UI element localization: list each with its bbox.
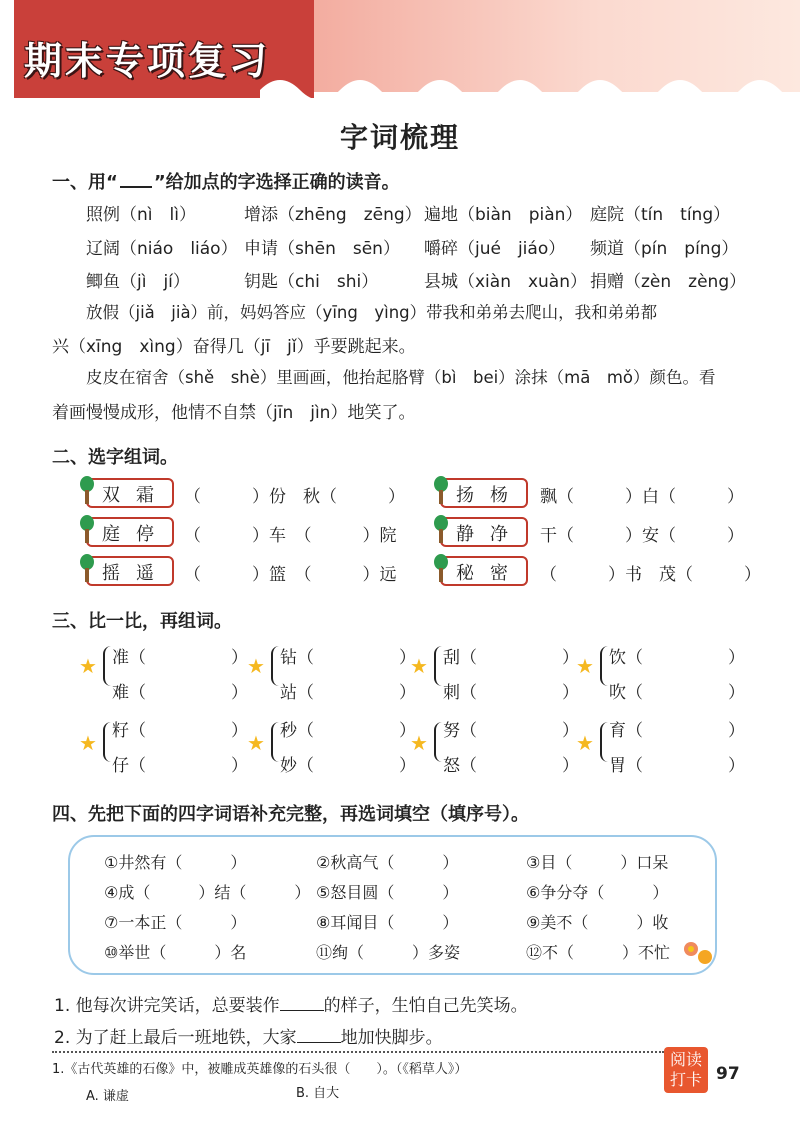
compare-item: 籽（ ）	[112, 721, 248, 741]
compare-item: 站（ ）	[280, 683, 416, 703]
idiom-item: ①井然有（ ）	[104, 853, 247, 872]
footer-divider	[52, 1051, 664, 1053]
paragraph-2-line-1: 皮皮在宿舍（shě shè）里画画，他抬起胳臂（bì bei）涂抹（mā mǒ）颜色。看	[86, 368, 716, 387]
idiom-item: ③目（ ）口呆	[526, 853, 669, 872]
idiom-item: ⑫不（ ）不忙	[526, 943, 671, 962]
word-choice-text: 双霜	[102, 485, 170, 506]
idiom-item: ⑤怒目圆（ ）	[316, 883, 459, 902]
word-choice-box	[440, 517, 528, 547]
compare-item: 钻（ ）	[280, 648, 416, 668]
section-1-heading-pre: 一、用“	[52, 172, 118, 193]
paragraph-1-line-2: 兴（xīng xìng）奋得几（jī jǐ）乎要跳起来。	[52, 337, 416, 357]
footer-note: 1.《古代英雄的石像》中，被雕成英雄像的石头很（ ）。（《稻草人》）	[52, 1062, 468, 1077]
word-fill-blanks: （ ）篮 （ ）远	[184, 565, 397, 585]
compare-item: 刮（ ）	[443, 648, 579, 668]
section-4-heading: 四、先把下面的四字词语补充完整，再选词填空（填序号）。	[52, 804, 529, 825]
compare-item: 饮（ ）	[609, 648, 745, 668]
word-choice-box	[86, 556, 174, 586]
tree-trunk	[85, 568, 89, 582]
compare-item: 难（ ）	[112, 683, 248, 703]
paragraph-2-line-2: 着画慢慢成形，他情不自禁（jīn jìn）地笑了。	[52, 403, 416, 423]
word-fill-blanks: 干（ ）安（ ）	[540, 526, 744, 546]
idiom-item: ⑪绚（ ）多姿	[316, 943, 461, 962]
reading-checkin-badge	[664, 1047, 708, 1093]
tree-trunk	[439, 529, 443, 543]
word-choice-box	[440, 478, 528, 508]
pinyin-item: 钥匙（chi shi）	[244, 272, 379, 292]
idiom-item: ②秋高气（ ）	[316, 853, 459, 872]
header-banner	[0, 0, 800, 100]
answer-blank	[280, 1010, 324, 1011]
compare-item: 吹（ ）	[609, 683, 745, 703]
compare-item: 仔（ ）	[112, 756, 248, 776]
pinyin-item: 申请（shēn sēn）	[244, 239, 400, 259]
question-2-post: 地加快脚步。	[340, 1028, 443, 1048]
badge-line-1: 阅读	[669, 1050, 702, 1069]
tree-trunk	[439, 490, 443, 504]
idiom-item: ⑦一本正（ ）	[104, 913, 247, 932]
star-icon: ★	[79, 731, 97, 755]
word-fill-blanks: （ ）书 茂（ ）	[540, 565, 761, 585]
tree-trunk	[85, 529, 89, 543]
badge-line-2: 打卡	[669, 1070, 702, 1089]
banner-title: 期末专项复习	[24, 39, 271, 83]
star-icon: ★	[410, 654, 428, 678]
footer-option-a: A. 谦虚	[86, 1089, 129, 1104]
fill-question-1	[54, 991, 528, 1016]
section-1-heading-post: ”给加点的字选择正确的读音。	[153, 172, 400, 193]
star-icon: ★	[576, 654, 594, 678]
pinyin-item: 遍地（biàn piàn）	[424, 205, 583, 225]
banner-wave-edge	[260, 70, 800, 100]
word-choice-box	[86, 517, 174, 547]
compare-item: 胃（ ）	[609, 756, 745, 776]
word-fill-blanks: （ ）车 （ ）院	[184, 526, 397, 546]
compare-item: 刺（ ）	[443, 683, 579, 703]
word-choice-box	[86, 478, 174, 508]
pinyin-item: 捐赠（zèn zèng）	[590, 272, 747, 292]
pinyin-item: 频道（pín píng）	[590, 239, 739, 259]
compare-item: 妙（ ）	[280, 756, 416, 776]
tree-trunk	[439, 568, 443, 582]
page-number: 97	[716, 1064, 740, 1084]
section-1-heading	[52, 168, 400, 194]
pinyin-item: 鲫鱼（jì jí）	[86, 272, 190, 292]
question-1-pre: 1. 他每次讲完笑话，总要装作	[54, 996, 280, 1016]
page-title: 字词梳理	[339, 121, 460, 154]
star-icon: ★	[247, 731, 265, 755]
pinyin-item: 庭院（tín tíng）	[590, 205, 731, 225]
star-icon: ★	[79, 654, 97, 678]
heading-blank-example	[120, 186, 152, 188]
idiom-item: ⑧耳闻目（ ）	[316, 913, 459, 932]
word-choice-text: 扬杨	[456, 485, 524, 506]
compare-item: 怒（ ）	[443, 756, 579, 776]
tree-trunk	[85, 490, 89, 504]
word-fill-blanks: （ ）份 秋（ ）	[184, 487, 405, 507]
flower-icon	[698, 950, 712, 964]
pinyin-item: 县城（xiàn xuàn）	[424, 272, 588, 292]
word-choice-text: 秘密	[456, 563, 524, 584]
compare-item: 秒（ ）	[280, 721, 416, 741]
question-1-post: 的样子，生怕自己先笑场。	[323, 996, 528, 1016]
word-choice-box	[440, 556, 528, 586]
idiom-item: ④成（ ）结（ ）	[104, 883, 311, 902]
flower-center	[688, 946, 694, 952]
word-choice-text: 摇遥	[102, 563, 170, 584]
idiom-item: ⑩举世（ ）名	[104, 943, 247, 962]
pinyin-item: 辽阔（niáo liáo）	[86, 239, 238, 259]
paragraph-1-line-1: 放假（jiǎ jià）前，妈妈答应（yīng yìng）带我和弟弟去爬山，我和弟弟都	[86, 303, 658, 322]
star-icon: ★	[247, 654, 265, 678]
pinyin-item: 增添（zhēng zēng）	[244, 205, 422, 225]
star-icon: ★	[410, 731, 428, 755]
compare-item: 准（ ）	[112, 648, 248, 668]
word-fill-blanks: 飘（ ）白（ ）	[540, 487, 744, 507]
word-choice-text: 静净	[456, 524, 524, 545]
section-3-heading: 三、比一比，再组词。	[52, 611, 232, 632]
fill-question-2	[54, 1023, 443, 1048]
idiom-item: ⑨美不（ ）收	[526, 913, 669, 932]
compare-item: 努（ ）	[443, 721, 579, 741]
word-choice-text: 庭停	[102, 524, 170, 545]
pinyin-item: 嚼碎（jué jiáo）	[424, 239, 566, 259]
star-icon: ★	[576, 731, 594, 755]
pinyin-item: 照例（nì lì）	[86, 205, 196, 225]
idiom-item: ⑥争分夺（ ）	[526, 883, 669, 902]
footer-option-b: B. 自大	[296, 1086, 340, 1101]
section-2-heading: 二、选字组词。	[52, 447, 178, 468]
compare-item: 育（ ）	[609, 721, 745, 741]
question-2-pre: 2. 为了赶上最后一班地铁，大家	[54, 1028, 297, 1048]
answer-blank	[297, 1042, 341, 1043]
